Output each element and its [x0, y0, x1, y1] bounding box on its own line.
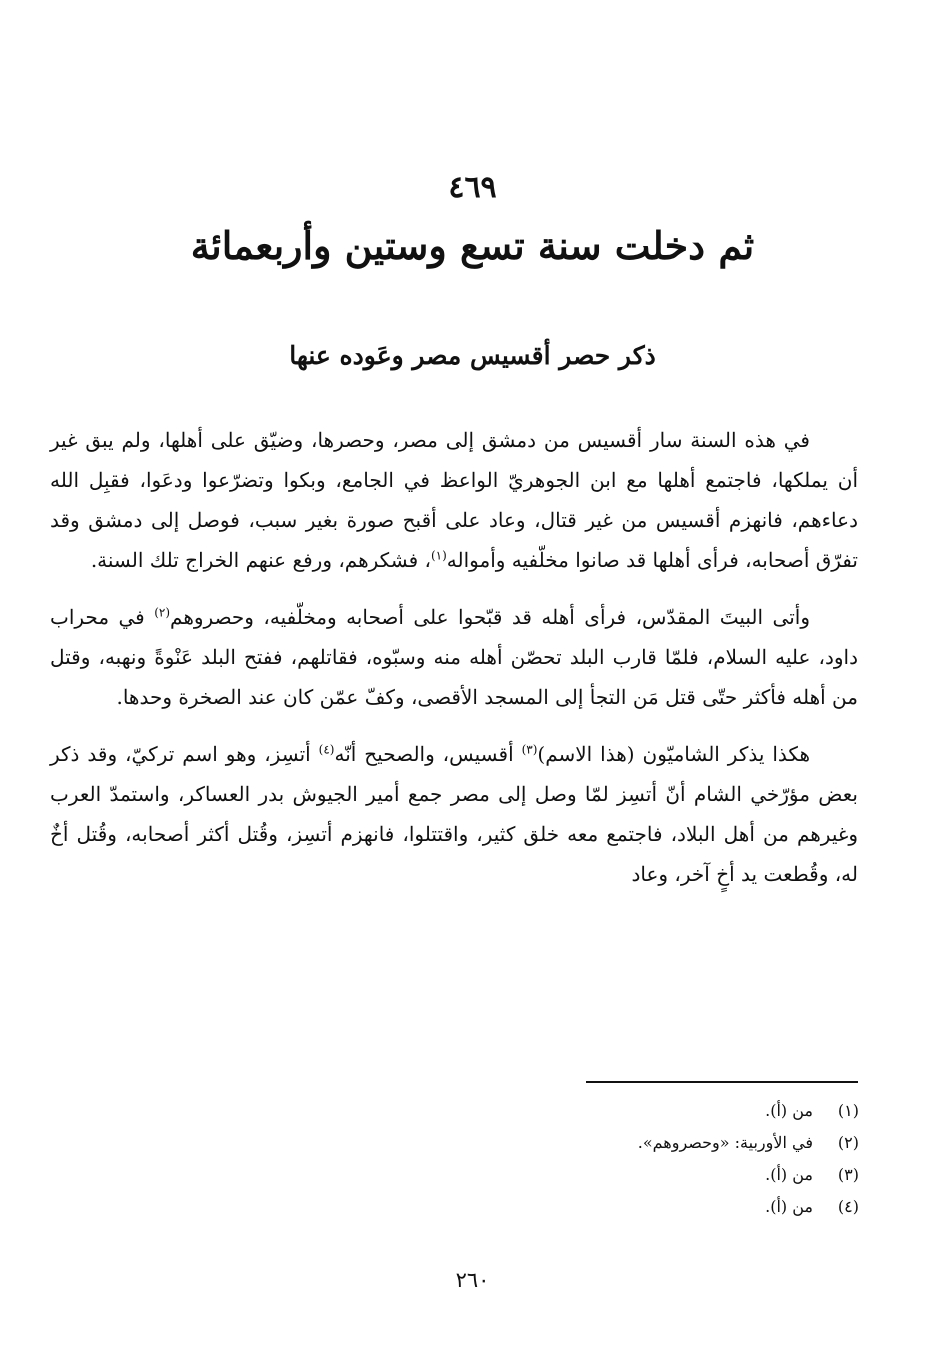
footnote-reference: (٢)	[154, 605, 171, 620]
footnote-text: من (أ).	[765, 1165, 813, 1184]
footnote-reference: (١)	[430, 548, 447, 563]
paragraph-text: وأتى البيتَ المقدّس، فرأى أهله قد قبّحوا على أصحابه ومخلّفيه، وحصروهم	[170, 605, 810, 629]
footnote-text: من (أ).	[765, 1101, 813, 1120]
footnote-divider	[586, 1081, 858, 1083]
footnote-item	[359, 1159, 859, 1191]
footnote-reference: (٤)	[318, 742, 335, 757]
paragraph	[50, 597, 858, 717]
footnote-reference: (٣)	[521, 742, 538, 757]
footnotes	[359, 1095, 859, 1223]
paragraph-text: هكذا يذكر الشاميّون (هذا الاسم)	[537, 742, 810, 766]
footnote-number: (١)	[837, 1101, 859, 1120]
paragraph	[50, 734, 858, 894]
paragraph-text: أتسِز، وهو اسم تركيّ، وقد ذكر بعض مؤرّخي الشام أنّ أتسِز لمّا وصل إلى مصر جمع أمير الجيوش بدر العساكر، واستمدّ العرب وغيرهم من أهل البلاد، فاجتمع معه خلق كثير، واقتتلوا، فانهزم أتسِز، وقُتل أكثر أصحابه، وقُتل أخٌ له، وقُطعت يد أخٍ آخر، وعاد	[50, 742, 858, 886]
footnote-number: (٣)	[837, 1165, 859, 1184]
paragraph	[50, 420, 858, 580]
footnote-item	[359, 1095, 859, 1127]
paragraph-text: ، فشكرهم، ورفع عنهم الخراج تلك السنة.	[90, 548, 431, 572]
body-text	[50, 420, 858, 911]
footnote-number: (٢)	[837, 1133, 859, 1152]
footnote-number: (٤)	[837, 1197, 859, 1216]
paragraph-text: أقسيس، والصحيح أنّه	[334, 742, 522, 766]
year-number: ٤٦٩	[448, 170, 497, 205]
paragraph-text: في هذه السنة سار أقسيس من دمشق إلى مصر، وحصرها، وضيّق على أهلها، ولم يبق غير أن يملكها، فاجتمع أهلها مع ابن الجوهريّ الواعظ في الجامع، وبكوا وتضرّعوا ودعَوا، فقبِل الله دعاءهم، فانهزم أقسيس من غير قتال، وعاد على أقبح صورة بغير سبب، فوصل إلى دمشق وقد تفرّق أصحابه، فرأى أهلها قد صانوا مخلّفيه وأمواله	[50, 428, 858, 572]
footnote-text: من (أ).	[765, 1197, 813, 1216]
footnote-text: في الأوربية: «وحصروهم».	[637, 1133, 813, 1152]
paragraph-text: في محراب داود، عليه السلام، فلمّا قارب البلد تحصّن أهله منه وسبّوه، فقاتلهم، ففتح البلد عَنْوةً ونهبه، وقتل من أهله فأكثر حتّى قتل مَن التجأ إلى المسجد الأقصى، وكفّ عمّن كان عند الصخرة وحدها.	[50, 605, 858, 709]
page-number: ٢٦٠	[455, 1268, 490, 1292]
year-heading: ثم دخلت سنة تسع وستين وأربعمائة	[190, 223, 755, 268]
section-title: ذكر حصر أقسيس مصر وعَوده عنها	[289, 341, 656, 370]
footnote-item	[359, 1127, 859, 1159]
footnote-item	[359, 1191, 859, 1223]
